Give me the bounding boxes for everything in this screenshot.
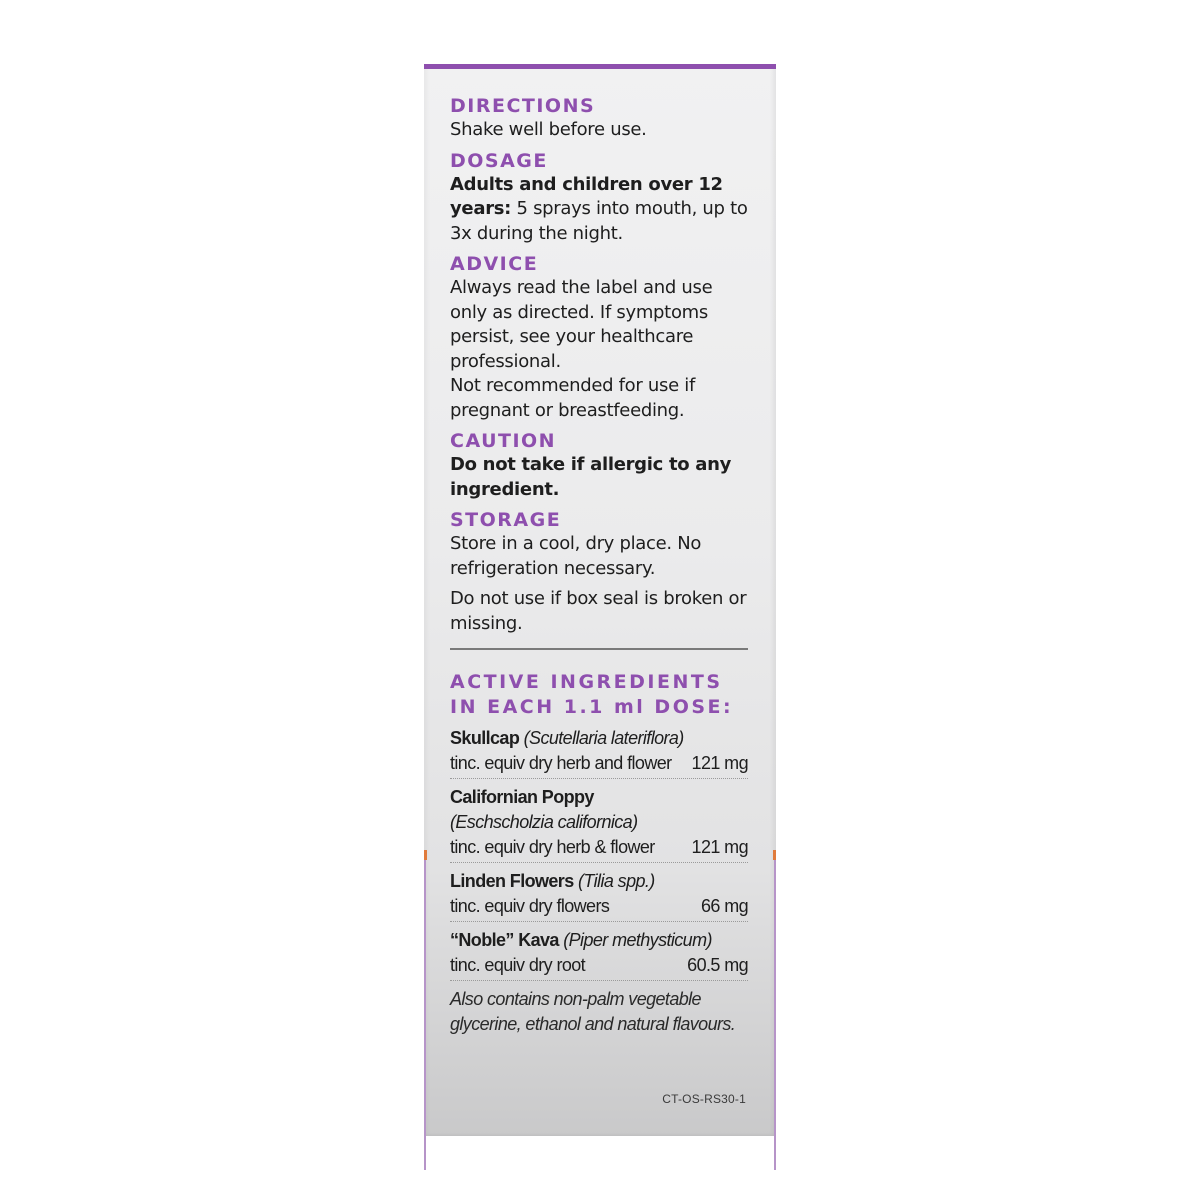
ingredient-amount: 66 mg — [700, 896, 748, 916]
ingredient-amount: 121 mg — [691, 837, 748, 857]
purple-top-strip — [424, 64, 776, 69]
ingredient-latin: (Piper methysticum) — [563, 930, 712, 950]
ingredient-item — [450, 928, 748, 981]
ingredient-latin: (Eschscholzia californica) — [450, 812, 638, 832]
ingredient-prep: tinc. equiv dry flowers — [450, 896, 610, 916]
box-edge-left — [424, 850, 426, 1170]
advice-heading: ADVICE — [450, 253, 539, 275]
ingredient-item — [450, 869, 748, 922]
advice-text-2: Not recommended for use if pregnant or breastfeeding. — [450, 375, 696, 421]
dosage-heading: DOSAGE — [450, 149, 548, 172]
storage-text-1: Store in a cool, dry place. No refrigeration necessary. — [450, 533, 702, 579]
active-ingredients-heading-line2: IN EACH 1.1 ml DOSE: — [450, 696, 734, 718]
dosage-text — [450, 173, 748, 247]
advice-text-1: Always read the label and use only as directed. If symptoms persist, see your healthcare professional. — [450, 277, 713, 372]
caution-text: Do not take if allergic to any ingredient. — [450, 454, 732, 500]
box-edge-right — [774, 850, 776, 1170]
ingredient-prep: tinc. equiv dry root — [450, 955, 586, 975]
storage-heading: STORAGE — [450, 509, 562, 531]
directions-text: Shake well before use. — [450, 119, 647, 140]
orange-edge-mark-left — [424, 850, 427, 860]
ingredient-latin: (Scutellaria lateriflora) — [523, 728, 684, 748]
active-ingredients-heading — [450, 670, 748, 720]
ingredient-prep: tinc. equiv dry herb & flower — [450, 837, 655, 857]
ingredient-amount: 121 mg — [691, 753, 748, 773]
orange-edge-mark-right — [773, 850, 776, 860]
ingredient-name: Linden Flowers — [450, 871, 574, 891]
storage-text-2: Do not use if box seal is broken or missing. — [450, 588, 747, 634]
directions-heading: DIRECTIONS — [450, 95, 596, 117]
also-contains-note: Also contains non-palm vegetable glycerine, ethanol and natural flavours. — [450, 989, 736, 1034]
ingredient-prep: tinc. equiv dry herb and flower — [450, 753, 672, 773]
active-ingredients-heading-line1: ACTIVE INGREDIENTS — [450, 671, 723, 693]
ingredient-item — [450, 726, 748, 779]
caution-heading: CAUTION — [450, 430, 557, 452]
ingredient-name: Californian Poppy — [450, 787, 594, 807]
product-code: CT-OS-RS30-1 — [662, 1092, 746, 1106]
dosage-bold: Adults and children over 12 years: — [450, 173, 723, 219]
ingredient-latin: (Tilia spp.) — [578, 871, 655, 891]
label-content — [450, 94, 748, 1037]
dosage-instruction: 5 sprays into mouth, up to 3x during the night. — [450, 198, 748, 244]
ingredient-amount: 60.5 mg — [687, 955, 748, 975]
ingredient-name: “Noble” Kava — [450, 930, 559, 950]
section-divider — [450, 648, 748, 650]
ingredient-name: Skullcap — [450, 728, 520, 748]
ingredient-item — [450, 785, 748, 863]
product-box-side-panel — [424, 64, 776, 1136]
